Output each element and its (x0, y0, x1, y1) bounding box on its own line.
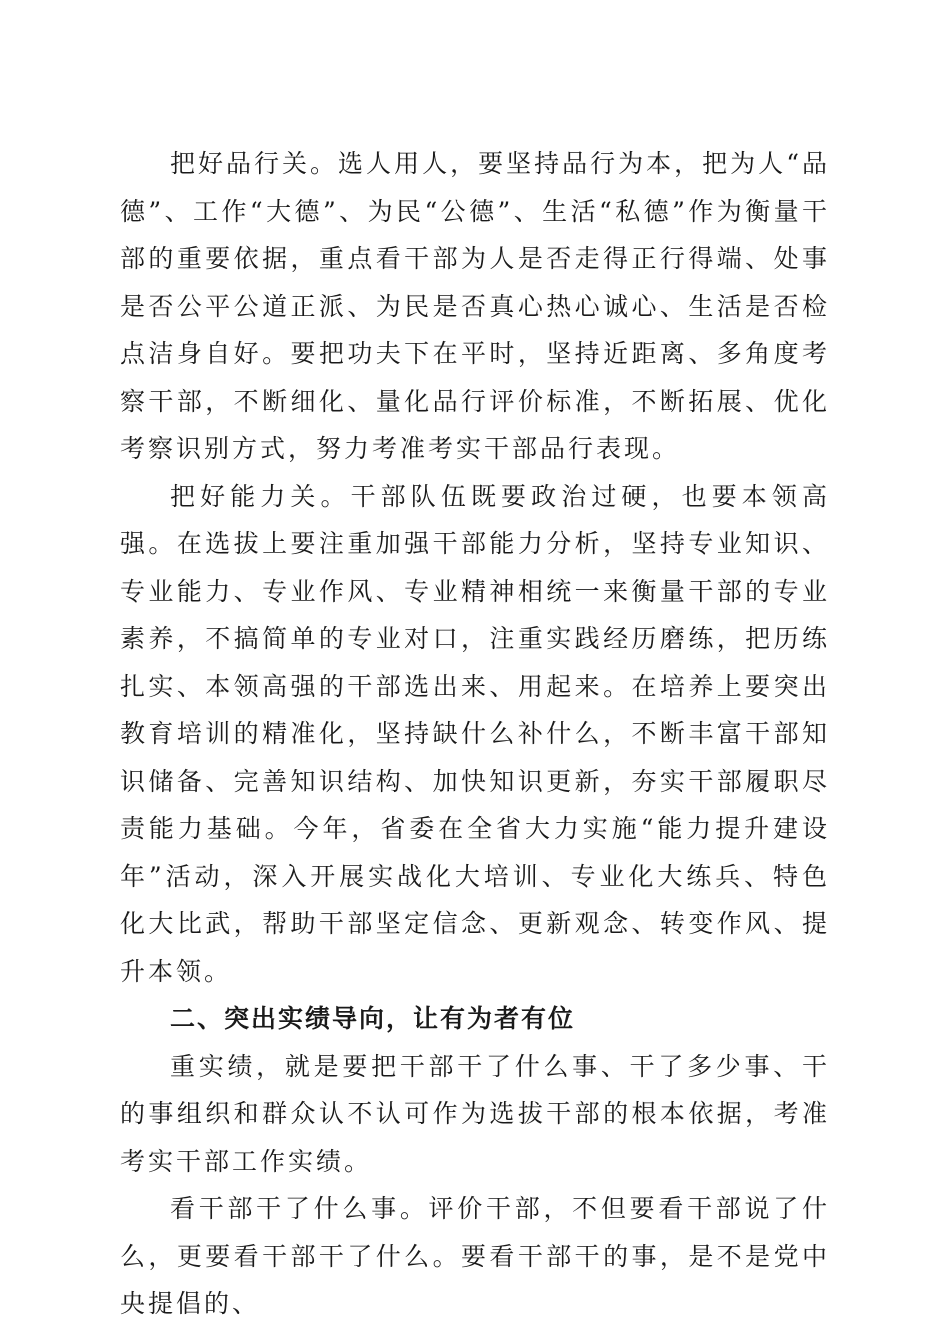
paragraph-what-work-done: 看干部干了什么事。评价干部，不但要看干部说了什么，更要看干部干了什么。要看干部干的事，是不是党中央提倡的、 (120, 1194, 830, 1318)
paragraph-performance-intro: 重实绩，就是要把干部干了什么事、干了多少事、干的事组织和群众认不认可作为选拔干部的根本依据，考准考实干部工作实绩。 (120, 1051, 830, 1176)
document-body (120, 140, 830, 1328)
section-heading: 二、突出实绩导向，让有为者有位 (170, 1004, 576, 1033)
paragraph-character-check: 把好品行关。选人用人，要坚持品行为本，把为人“品德”、工作“大德”、为民“公德”、生活“私德”作为衡量干部的重要依据，重点看干部为人是否走得正行得端、处事是否公平公道正派、为民是否真心热心诚心、生活是否检点洁身自好。要把功夫下在平时，坚持近距离、多角度考察干部，不断细化、量化品行评价标准，不断拓展、优化考察识别方式，努力考准考实干部品行表现。 (120, 149, 830, 463)
paragraph-ability-check: 把好能力关。干部队伍既要政治过硬，也要本领高强。在选拔上要注重加强干部能力分析，坚持专业知识、专业能力、专业作风、专业精神相统一来衡量干部的专业素养，不搞简单的专业对口，注重实践经历磨练，把历练扎实、本领高强的干部选出来、用起来。在培养上要突出教育培训的精准化，坚持缺什么补什么，不断丰富干部知识储备、完善知识结构、加快知识更新，夯实干部履职尽责能力基础。今年，省委在全省大力实施“能力提升建设年”活动，深入开展实战化大培训、专业化大练兵、特色化大比武，帮助干部坚定信念、更新观念、转变作风、提升本领。 (120, 481, 830, 986)
